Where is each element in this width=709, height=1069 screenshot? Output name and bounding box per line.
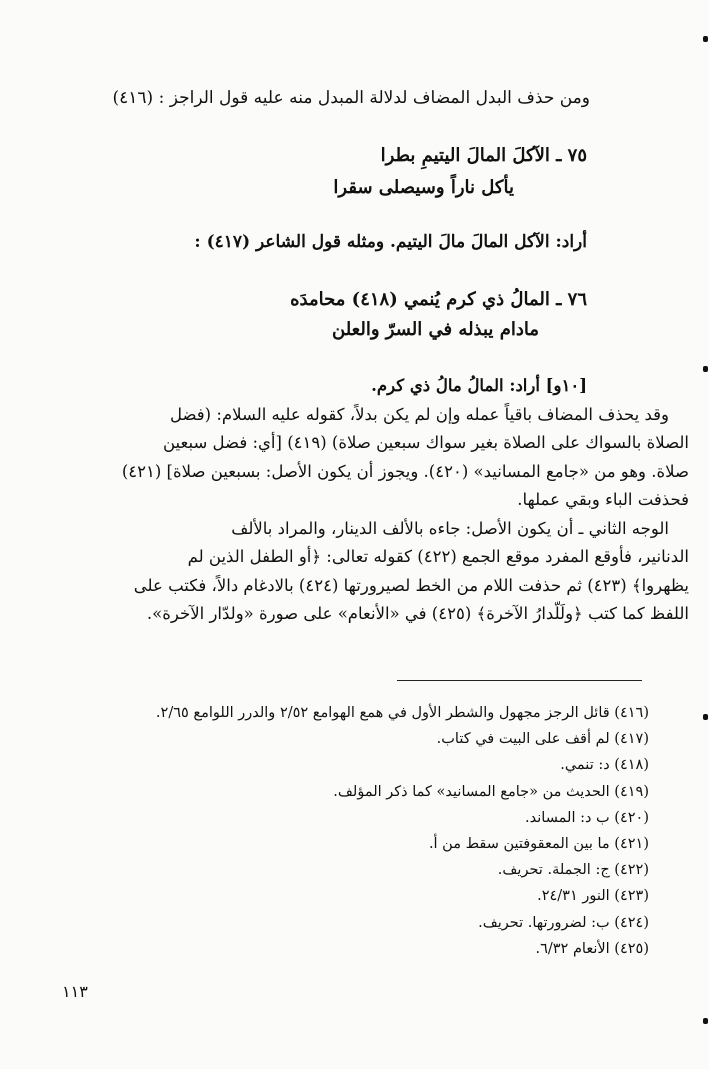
body-line: الدنانير، فأوقع المفرد موقع الجمع (٤٢٢) كقوله تعالى: ﴿أو الطفل الذين لم [187, 547, 689, 566]
verse-76-line-2: مادام يبذله في السرّ والعلن [332, 319, 539, 340]
footnote-item: (٤٢٣) النور ٢٤/٣١. [537, 888, 649, 905]
footnotes [89, 700, 649, 962]
body-line: الوجه الثاني ـ أن يكون الأصل: جاءه بالألف الدينار، والمراد بالألف [231, 518, 669, 538]
footnote-item: (٤١٩) الحديث من «جامع المسانيد» كما ذكر المؤلف. [333, 783, 649, 800]
scan-mark [703, 1018, 708, 1024]
scan-mark [703, 714, 708, 720]
footnote-item: (٤٢٤) ب: لضرورتها. تحريف. [478, 914, 649, 931]
footnote-item: (٤١٦) قائل الرجز مجهول والشطر الأول في همع الهوامع ٢/٥٢ والدرر اللوامع ٢/٦٥. [155, 705, 649, 721]
body-line: فحذفت الباء وبقي عملها. [517, 490, 689, 509]
body-line: [١٠و] أراد: المالُ مالُ ذي كرم. [371, 376, 587, 395]
body-line: صلاة. وهو من «جامع المسانيد» (٤٢٠). ويجوز أن يكون الأصل: بسبعين صلاة] (٤٢١) [121, 461, 689, 481]
page-number: ١١٣ [62, 982, 88, 1001]
scan-mark [703, 36, 708, 42]
intro-line: ومن حذف البدل المضاف لدلالة المبدل منه عليه قول الراجز : (٤١٦) [112, 88, 590, 108]
body-line: اللفظ كما كتب ﴿ولَلّدارُ الآخرة﴾ (٤٢٥) في «الأنعام» على صورة «ولدّار الآخرة». [146, 604, 689, 623]
main-paragraphs [12, 372, 689, 629]
verse-76-line-1: ٧٦ ـ المالُ ذي كرم يُنمي (٤١٨) محامدَه [290, 289, 587, 310]
footnote-item: (٤١٨) د: تنمي. [560, 757, 649, 774]
footnote-item: (٤٢٠) ب د: المساند. [525, 809, 649, 826]
verse-75-line-2: يأكل ناراً وسيصلى سقرا [333, 177, 514, 198]
body-line: وقد يحذف المضاف باقياً عمله وإن لم يكن بدلاً، كقوله عليه السلام: (فضل [169, 404, 669, 424]
footnote-item: (٤٢١) ما بين المعقوفتين سقط من أ. [428, 836, 649, 853]
scan-mark [703, 366, 708, 372]
explain-75-line: أراد: الآكل المالَ مالَ اليتيم. ومثله قول الشاعر (٤١٧) : [194, 232, 587, 252]
footnote-item: (٤١٧) لم أقف على البيت في كتاب. [436, 731, 649, 748]
body-line: الصلاة بالسواك على الصلاة بغير سواك سبعين صلاة) (٤١٩) [أي: فضل سبعين [162, 433, 689, 452]
verse-75-line-1: ٧٥ ـ الآكلَ المالَ اليتيمِ بطرا [380, 145, 587, 166]
body-line: يظهروا﴾ (٤٢٣) ثم حذفت اللام من الخط لصيرورتها (٤٢٤) بالادغام دالاً، فكتب على [133, 575, 689, 595]
footnote-item: (٤٢٢) ج: الجملة. تحريف. [497, 862, 649, 879]
footnote-divider [397, 680, 642, 681]
footnote-item: (٤٢٥) الأنعام ٦/٣٢. [535, 940, 649, 957]
